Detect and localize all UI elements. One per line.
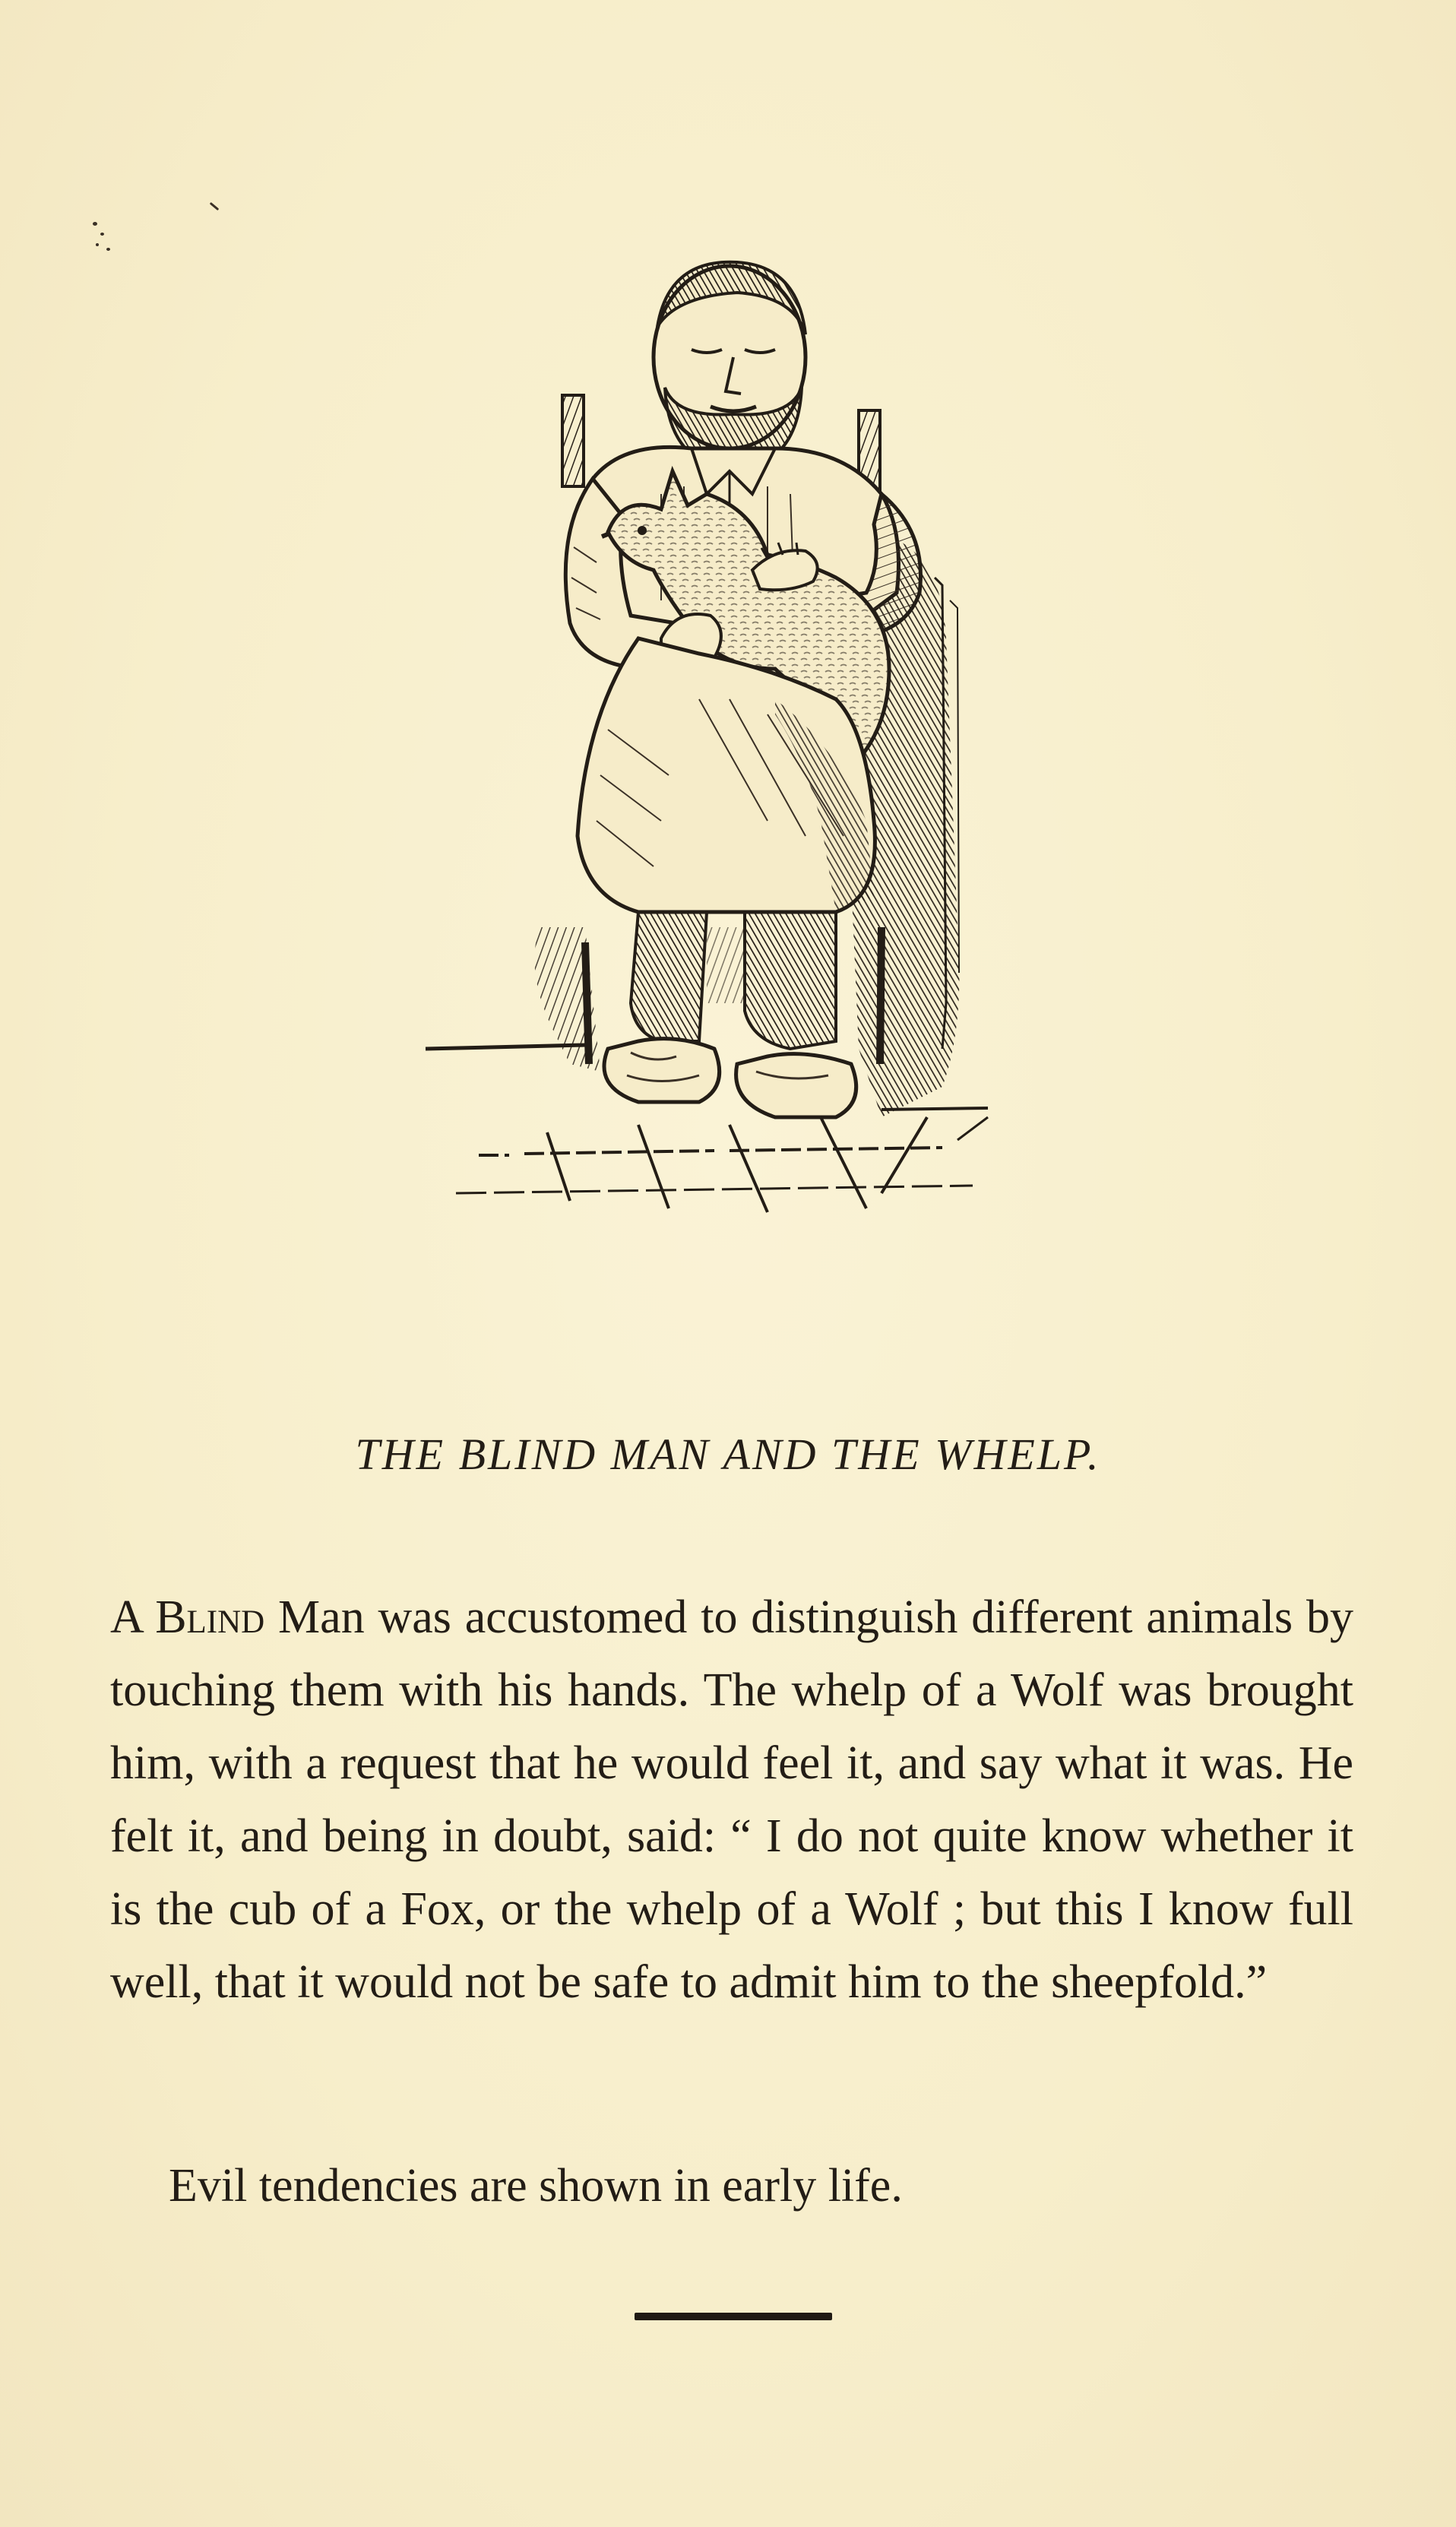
print-speck bbox=[93, 222, 97, 226]
print-speck bbox=[210, 202, 220, 211]
print-speck bbox=[96, 243, 99, 246]
fable-moral: Evil tendencies are shown in early life. bbox=[169, 2160, 903, 2212]
fable-opening-word: A bbox=[110, 1591, 142, 1643]
fable-body bbox=[110, 1581, 1353, 2019]
print-speck bbox=[100, 233, 104, 236]
fable-title: THE BLIND MAN AND THE WHELP. bbox=[355, 1430, 1101, 1479]
blind-man-and-whelp-illustration bbox=[410, 243, 1064, 1315]
print-speck bbox=[106, 248, 110, 251]
section-end-rule bbox=[635, 2313, 832, 2320]
fable-body-text: Man was accustomed to distinguish different animals by touching them with his hands. The whelp of a Wolf was brought him, with a request that he would feel it, and say what it was. He felt it, and being in doubt, said: “ I do not quite know whether it is the cub of a Fox, or the whelp of a Wolf ; but this I know full well, that it would not be safe to admit him to the sheepfold.” bbox=[110, 1591, 1354, 2008]
fable-opening-smallcaps: Blind bbox=[155, 1591, 265, 1643]
